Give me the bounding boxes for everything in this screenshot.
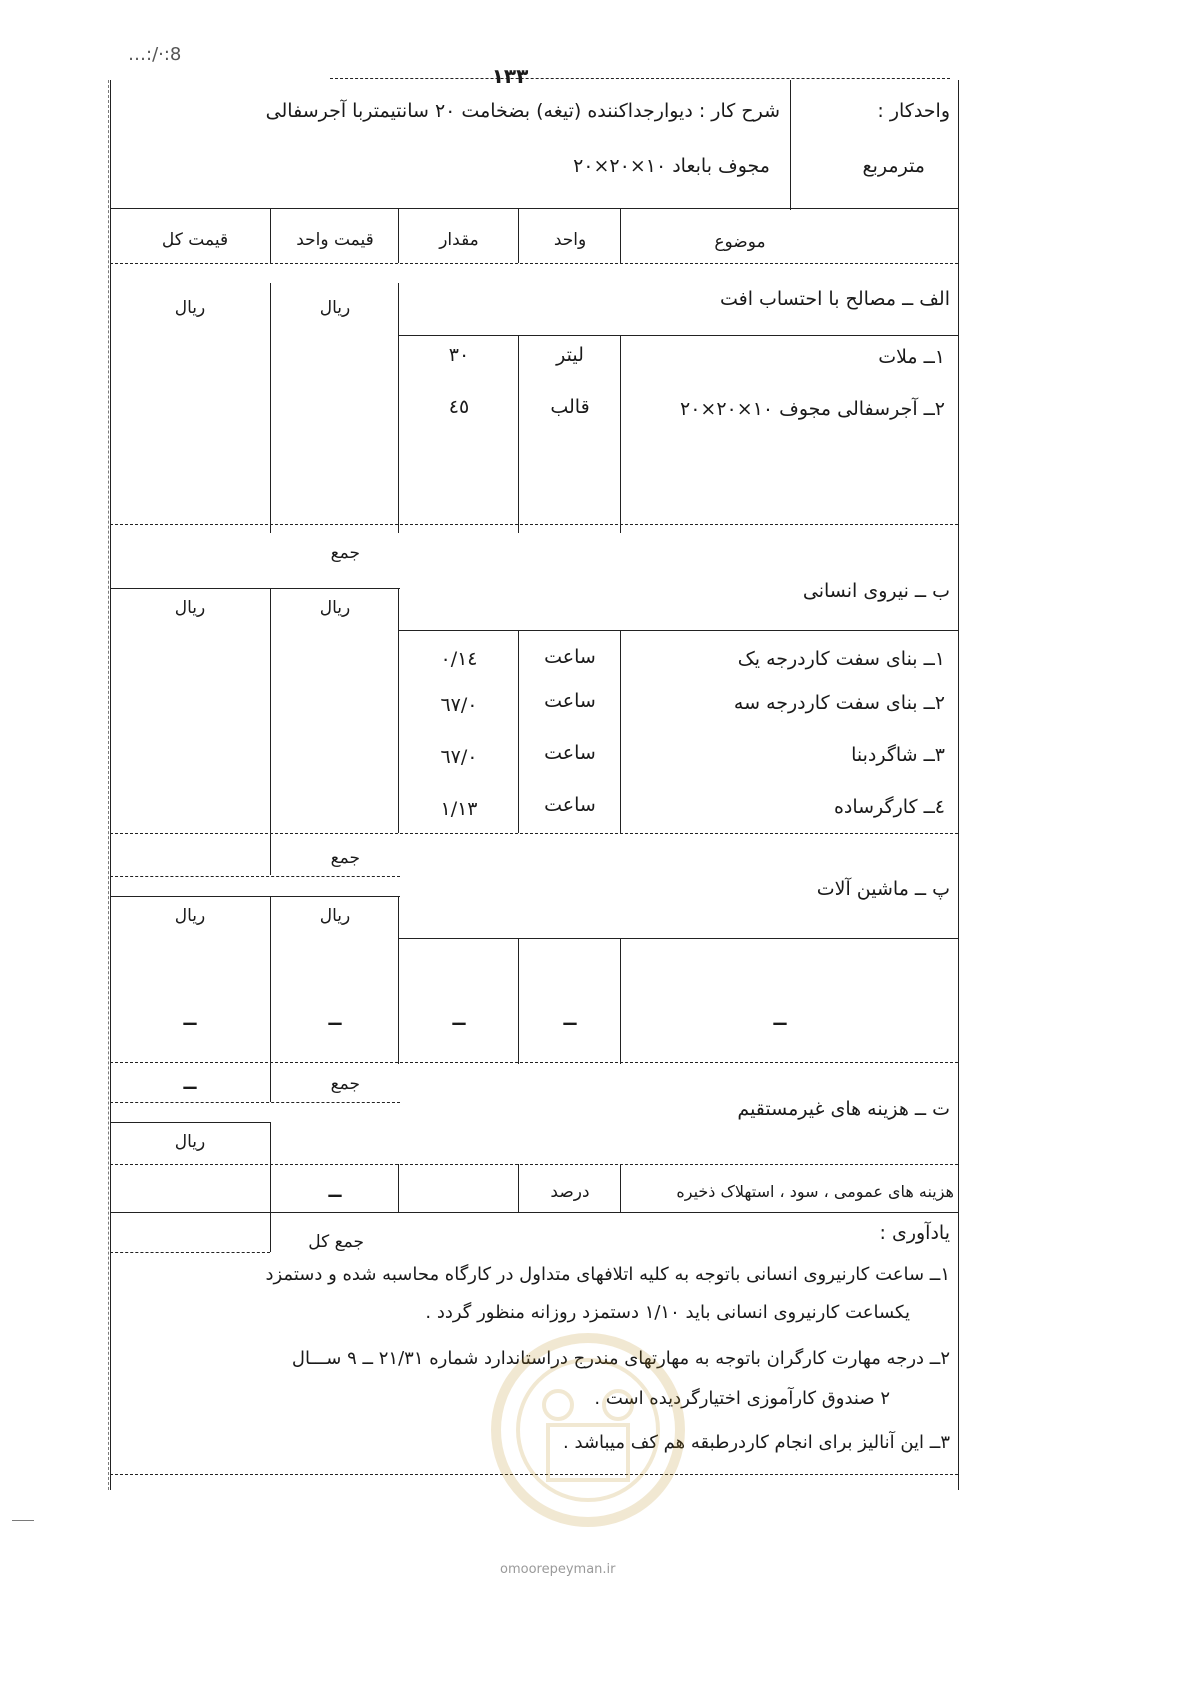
section-rule xyxy=(110,588,400,589)
col-sep xyxy=(398,283,399,533)
labor-item-4-unit: ساعت xyxy=(544,794,596,816)
note-line-4: ۲ صندوق کارآموزی اختیارگردیده است . xyxy=(594,1388,890,1409)
section-rule xyxy=(110,1122,270,1123)
col-sep xyxy=(620,208,621,263)
machinery-price-dash: ــ xyxy=(328,1008,342,1030)
col-sep xyxy=(518,208,519,263)
section-rule xyxy=(110,896,400,897)
overhead-desc: هزینه های عمومی ، سود ، استهلاک ذخیره xyxy=(676,1182,954,1201)
labor-item-2-desc: ۲ــ بنای سفت کاردرجه سه xyxy=(733,692,945,714)
section-rule xyxy=(398,938,958,939)
machinery-qty-dash: ــ xyxy=(452,1008,466,1030)
col-sep xyxy=(620,335,621,533)
currency-label: ریال xyxy=(174,298,206,318)
currency-label: ریال xyxy=(174,598,206,618)
material-item-1-desc: ۱ــ ملات xyxy=(878,346,945,368)
section-rule xyxy=(110,1062,958,1063)
section-labor-title: ب ــ نیروی انسانی xyxy=(802,580,950,602)
col-sep xyxy=(270,208,271,263)
page-number: ۱۳۳ xyxy=(491,64,529,88)
currency-label: ریال xyxy=(319,598,351,618)
material-item-2-qty: ٤٥ xyxy=(448,396,470,418)
note-line-3: ۲ــ درجه مهارت کارگران باتوجه به مهارتهای مندرج دراستاندارد شماره ۲۱/۳۱ ــ ۹ ســـال xyxy=(291,1348,950,1369)
currency-label: ریال xyxy=(319,906,351,926)
margin-mark xyxy=(12,1520,34,1521)
frame-left-dash xyxy=(108,80,109,1490)
col-sep xyxy=(518,630,519,833)
material-item-1-unit: لیتر xyxy=(556,344,584,366)
col-sep xyxy=(270,1062,271,1102)
frame-left xyxy=(110,80,111,1490)
overhead-value: ــ xyxy=(328,1180,342,1202)
section-rule xyxy=(110,1252,270,1253)
col-total-price: قیمت کل xyxy=(161,230,229,250)
job-description: شرح کار : دیوارجداکننده (تیغه) بضخامت ۲۰ سانتیمتربا آجرسفالی xyxy=(265,100,780,122)
labor-item-4-desc: ٤ــ کارگرساده xyxy=(833,796,945,818)
material-item-1-qty: ۳۰ xyxy=(448,344,470,366)
currency-label: ریال xyxy=(174,1132,206,1152)
labor-item-1-qty: ۰/۱٤ xyxy=(440,648,478,670)
col-sep xyxy=(270,283,271,533)
material-item-2-unit: قالب xyxy=(550,396,590,418)
labor-item-3-desc: ۳ــ شاگردبنا xyxy=(851,744,945,766)
section-rule xyxy=(110,876,400,877)
machinery-unit-dash: ــ xyxy=(563,1008,577,1030)
top-rule xyxy=(330,78,950,79)
currency-label: ریال xyxy=(174,906,206,926)
corner-mark: …:/·:8 xyxy=(128,44,182,65)
overhead-unit: درصد xyxy=(550,1182,590,1202)
col-sep xyxy=(398,208,399,263)
section-machinery-title: پ ــ ماشین آلات xyxy=(816,878,950,900)
col-sep xyxy=(518,1164,519,1212)
section-rule xyxy=(110,1102,400,1103)
material-item-2-desc: ۲ــ آجرسفالی مجوف ۱۰×۲۰×۲۰ xyxy=(680,398,945,420)
col-unit: واحد xyxy=(553,230,587,250)
currency-label: ریال xyxy=(319,298,351,318)
job-spec: مجوف بابعاد ۱۰×۲۰×۲۰ xyxy=(573,155,770,177)
note-line-2: یکساعت کارنیروی انسانی باید ۱/۱۰ دستمزد روزانه منظور گردد . xyxy=(425,1302,910,1323)
labor-item-2-qty: ۰/٦٧ xyxy=(440,694,478,716)
col-sep xyxy=(270,896,271,1064)
col-sep xyxy=(270,1122,271,1164)
watermark-text: omoorepeyman.ir xyxy=(500,1562,616,1577)
col-sep xyxy=(270,1164,271,1212)
labor-item-2-unit: ساعت xyxy=(544,690,596,712)
note-line-1: ۱ــ ساعت کارنیروی انسانی باتوجه به کلیه اتلافهای متداول در کارگاه محاسبه شده و دستمزد xyxy=(265,1264,950,1285)
frame-right xyxy=(958,80,959,1490)
col-sep xyxy=(620,630,621,833)
notes-title: یادآوری : xyxy=(879,1222,950,1244)
note-line-5: ۳ــ این آنالیز برای انجام کاردرطبقه هم کف میباشد . xyxy=(563,1432,950,1453)
col-header-rule xyxy=(110,263,958,264)
col-sep xyxy=(620,938,621,1064)
section-rule xyxy=(110,524,958,525)
machinery-total-dash: ــ xyxy=(183,1008,197,1030)
col-sep xyxy=(398,896,399,1064)
col-sep xyxy=(398,588,399,833)
section-rule xyxy=(110,833,958,834)
col-quantity: مقدار xyxy=(439,230,479,250)
labor-item-3-unit: ساعت xyxy=(544,742,596,764)
section-indirect-title: ت ــ هزینه های غیرمستقیم xyxy=(737,1098,950,1120)
grand-total-label: جمع کل xyxy=(308,1232,364,1252)
header-bottom-rule xyxy=(110,208,958,209)
col-sep xyxy=(270,833,271,875)
unit-value: مترمربع xyxy=(862,155,925,177)
section-materials-title: الف ــ مصالح با احتساب افت xyxy=(719,288,950,310)
labor-sum-label: جمع xyxy=(330,848,360,868)
machinery-sum-label: جمع xyxy=(330,1074,360,1094)
unit-label: واحدکار : xyxy=(877,100,950,122)
col-sep xyxy=(620,1164,621,1212)
section-rule xyxy=(110,1212,958,1213)
watermark-logo xyxy=(488,1330,688,1530)
col-sep xyxy=(398,1164,399,1212)
labor-item-1-desc: ۱ــ بنای سفت کاردرجه یک xyxy=(737,648,945,670)
labor-item-4-qty: ۱/۱۳ xyxy=(440,798,478,820)
materials-sum-label: جمع xyxy=(330,543,360,563)
section-rule xyxy=(398,630,958,631)
section-rule xyxy=(110,1164,958,1165)
col-sep xyxy=(270,588,271,833)
col-sep xyxy=(270,1212,271,1252)
col-unit-price: قیمت واحد xyxy=(296,230,374,250)
machinery-desc-dash: ــ xyxy=(773,1008,787,1030)
header-divider xyxy=(790,80,791,210)
machinery-sum-value: ــ xyxy=(183,1072,197,1094)
col-subject: موضوع xyxy=(714,232,766,252)
section-rule xyxy=(398,335,958,336)
labor-item-3-qty: ۰/٦٧ xyxy=(440,746,478,768)
col-sep xyxy=(518,938,519,1064)
col-sep xyxy=(518,335,519,533)
labor-item-1-unit: ساعت xyxy=(544,646,596,668)
